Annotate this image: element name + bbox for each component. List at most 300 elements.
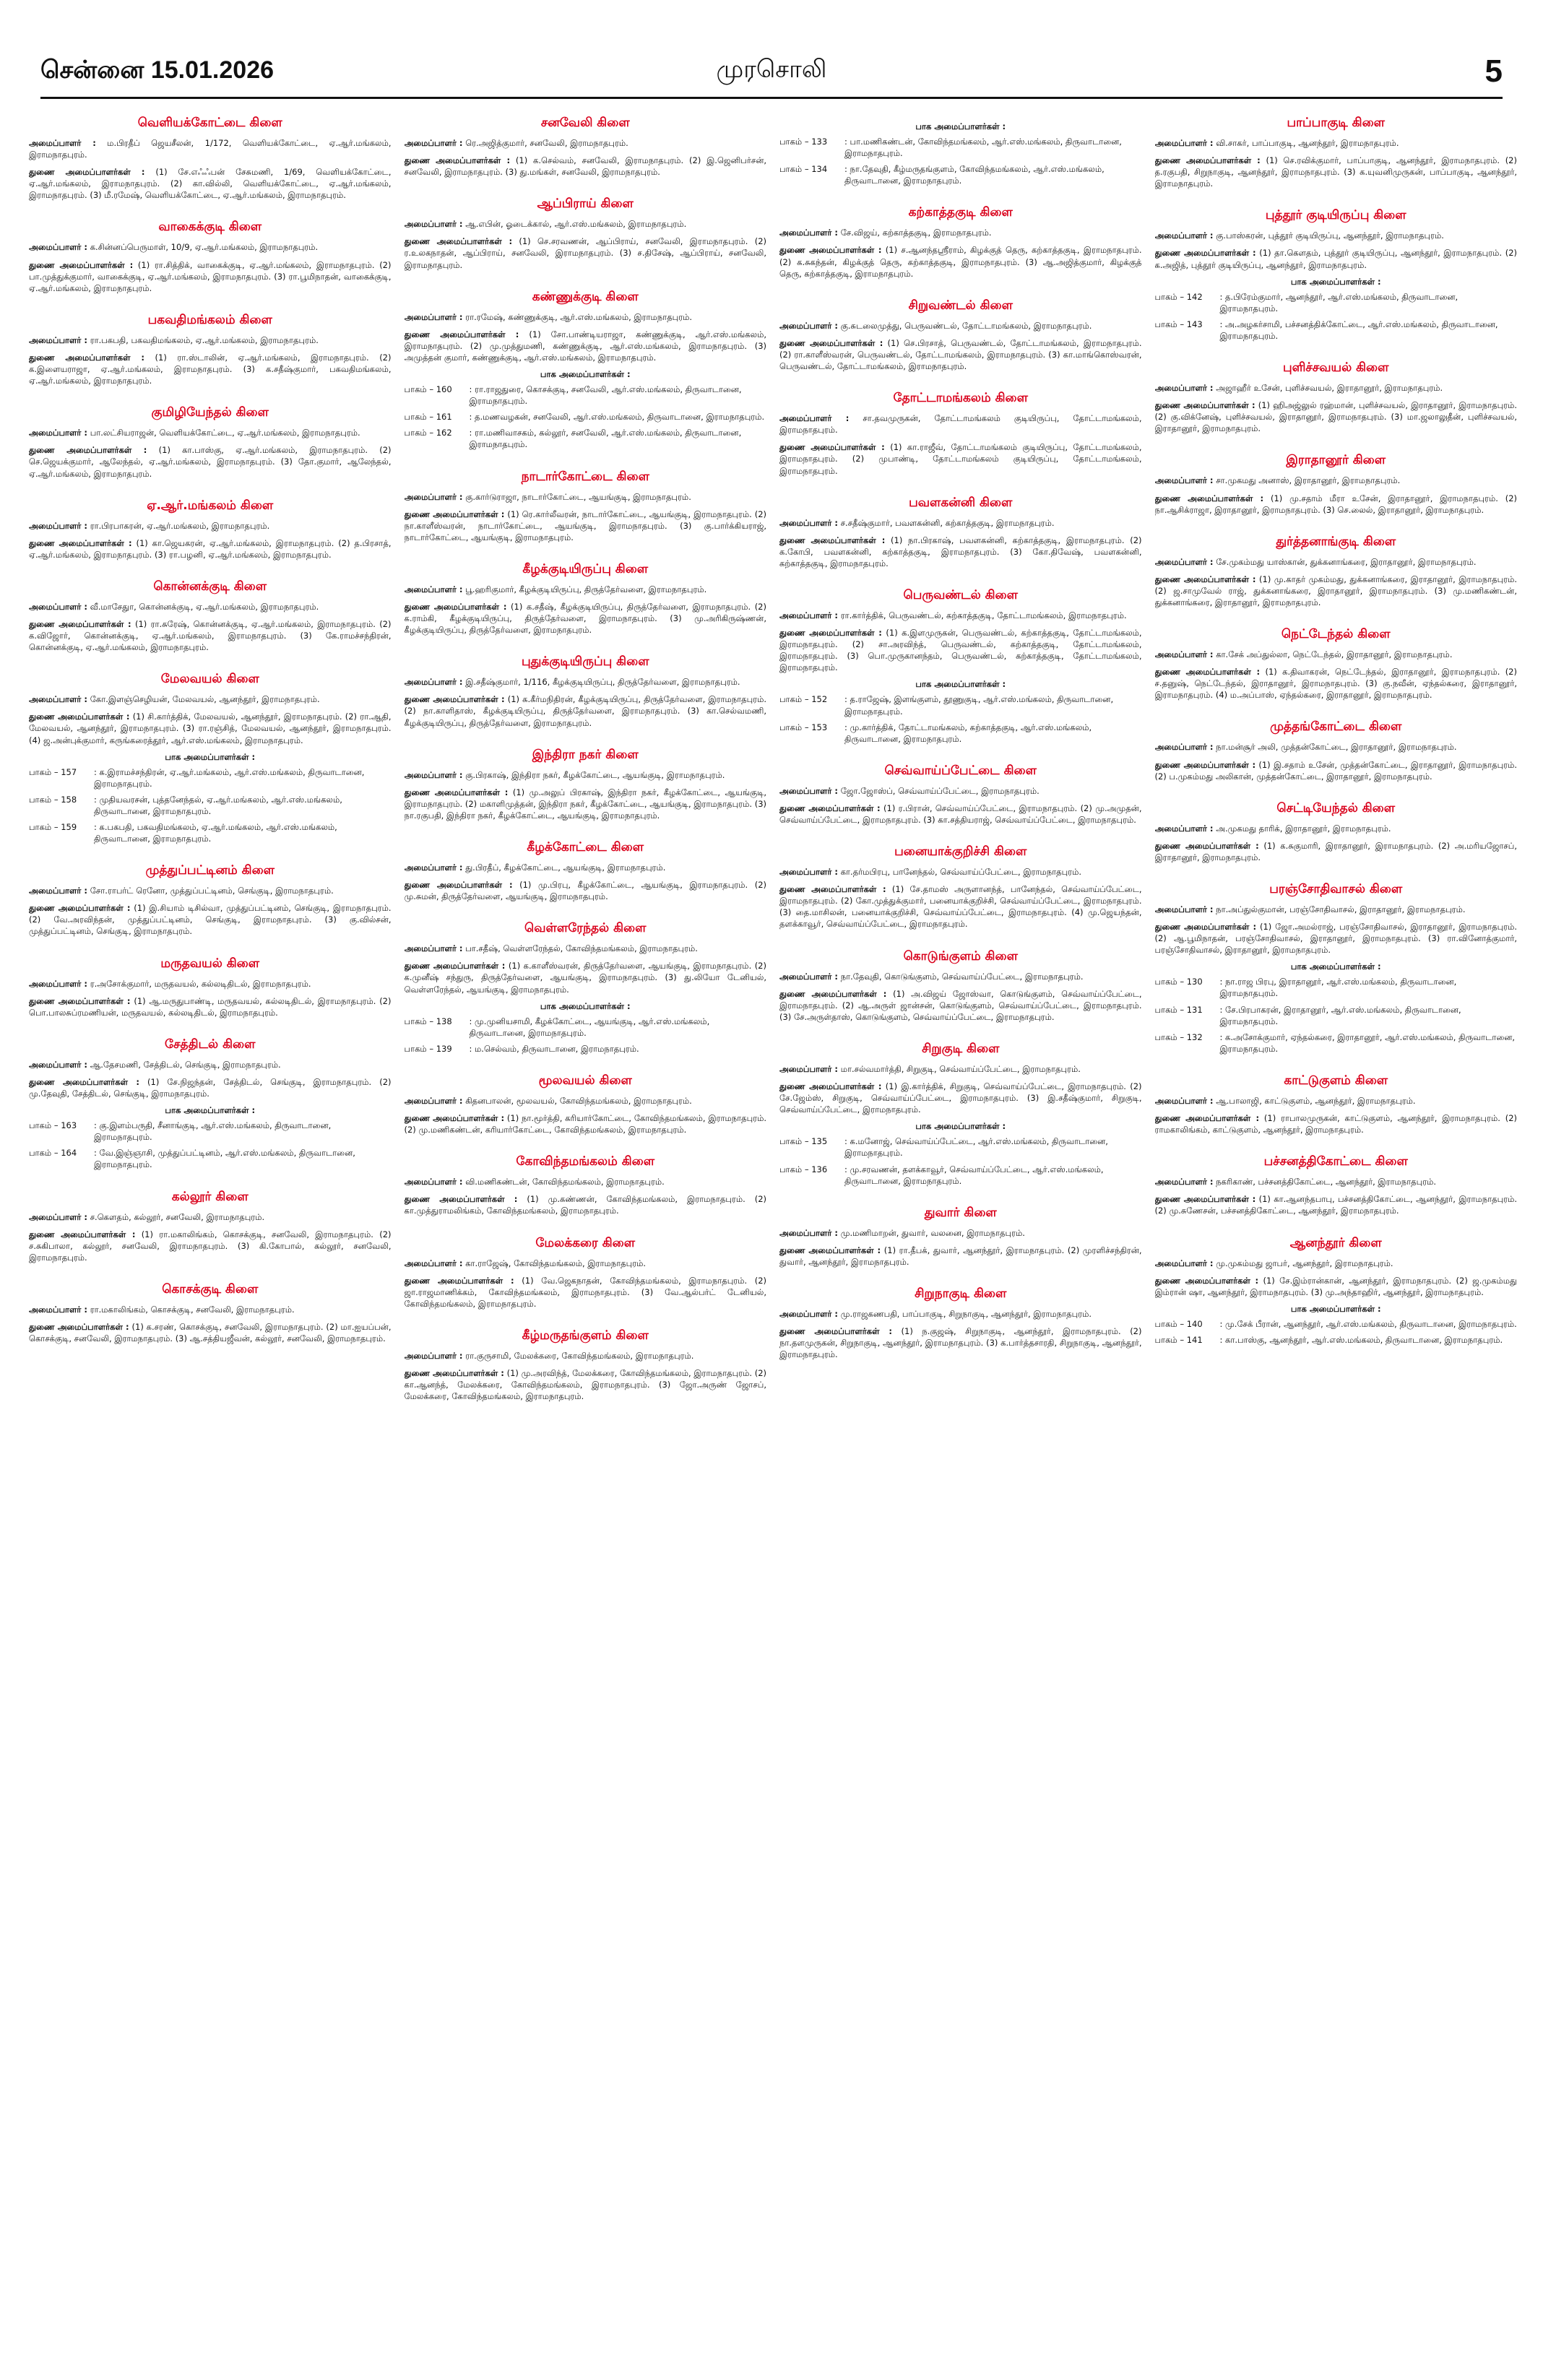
- deputy-label: துணை அமைப்பாளர்கள் :: [29, 445, 147, 456]
- branch-title: துர்த்தனாங்குடி கிளை: [1276, 534, 1396, 549]
- branch-section: [779, 1042, 1142, 1187]
- branch-section: [29, 863, 392, 937]
- organizer-label: அமைப்பாளர் :: [29, 334, 88, 345]
- organizer-entry: [29, 137, 392, 160]
- deputy-entry: [1155, 399, 1518, 434]
- booth-organizers-heading: பாக அமைப்பாளர்கள் :: [540, 369, 631, 380]
- booth-organizer: : த.ராஜேஷ், இளங்குளம், தூணுகுடி, ஆர்.எஸ்.மங்கலம், திருவாடானை, இராமநாதபுரம்.: [844, 694, 1114, 717]
- booth-organizer: : மு.சேக் பீரான், ஆனந்தூர், ஆர்.எஸ்.மங்கலம், திருவாடானை, இராமநாதபுரம்.: [1219, 1318, 1517, 1329]
- organizer-name: பூ.ஹரிகுமார், கீழக்குடியிருப்பு, திருத்தேர்வளை, இராமநாதபுரம்.: [465, 584, 707, 594]
- booth-row: [779, 693, 1142, 717]
- masthead-page-number: 5: [1484, 53, 1503, 89]
- branch-title: பகவதிமங்கலம் கிளை: [147, 312, 272, 327]
- booth-organizers-heading: பாக அமைப்பாளர்கள் :: [165, 1105, 256, 1116]
- deputy-names: (1) இ.சதாம் உசேன், முத்தன்கோட்டை, இராதானூர், இராமநாதபுரம். (2) ப.முகம்மது அலிகான், முத்தன்கோட்டை, இராதானூர், இராமநாதபுரம்.: [1154, 759, 1517, 782]
- branch-section: [779, 844, 1142, 930]
- organizer-label: அமைப்பாளர் :: [1154, 475, 1214, 486]
- organizer-name: நா.அப்துல்குமான், பரஞ்சோதிவாசல், இராதானூர், இராமநாதபுரம்.: [1216, 904, 1466, 914]
- organizer-name: மு.ராஜகணபதி, பாப்பாகுடி, சிறுநாகுடி, ஆனந்தூர், இராமநாதபுரம்.: [840, 1308, 1092, 1319]
- branch-title: கண்ணுக்குடி கிளை: [532, 289, 639, 304]
- branch-title: சிறுகுடி கிளை: [922, 1041, 1000, 1056]
- organizer-name: கிதனபாலன், மூலவயல், கோவிந்தமங்கலம், இராமநாதபுரம்.: [465, 1095, 692, 1106]
- organizer-name: சா.முகமது அனாஸ், இராதானூர், இராமநாதபுரம்.: [1216, 475, 1401, 486]
- branch-section: [29, 672, 392, 844]
- booth-organizer: : ம.செல்வம், திருவாடானை, இராமநாதபுரம்.: [469, 1043, 639, 1054]
- deputy-names: (1) ரா.மகாலிங்கம், கொசக்குடி, சனவேலி, இராமநாதபுரம். (2) ச.சுகிபாலா, கல்லூர், சனவேலி, இராமநாதபுரம். (3) கி.கோபால், கல்லூர், சனவேலி, இராமநாதபுரம்.: [29, 1229, 392, 1263]
- column-3: [779, 116, 1142, 2362]
- deputy-names: (1) சோ.பாண்டியராஜா, கண்ணுக்குடி, ஆர்.எஸ்.மங்கலம், இராமநாதபுரம். (2) மு.முத்துமணி, கண்ணுக்குடி, ஆர்.எஸ்.மங்கலம், இராமநாதபுரம். (3) அமுத்தன் குமார், கண்ணுக்குடி, ஆர்.எஸ்.மங்கலம், இராமநாதபுரம்.: [404, 329, 766, 363]
- organizer-name: ச.சதீஷ்குமார், பவளகன்னி, கற்காத்தகுடி, இராமநாதபுரம்.: [840, 517, 1055, 528]
- deputy-entry: [779, 627, 1142, 673]
- organizer-label: அமைப்பாளர் :: [779, 785, 839, 796]
- booth-organizer: : நா.ராஜ பிரபு, இராதானூர், ஆர்.எஸ்.மங்கலம், திருவாடானை, இராமநாதபுரம்.: [1219, 977, 1457, 999]
- booth-row: [405, 1043, 767, 1055]
- deputy-names: (1) ரெ.கார்லீவரன், நாடார்கோட்டை, ஆயங்குடி, இராமநாதபுரம். (2) நா.காளீஸ்வரன், நாடார்கோட்டை, ஆயங்குடி, இராமநாதபுரம். (3) கு.பார்க்கியராஜ், நாடார்கோட்டை, ஆயங்குடி, இராமநாதபுரம்.: [404, 509, 766, 542]
- booth-organizers-heading: பாக அமைப்பாளர்கள் :: [915, 679, 1006, 690]
- deputy-entry: [405, 1112, 767, 1135]
- branch-title: கீழக்கோட்டை கிளை: [527, 840, 644, 854]
- organizer-name: மு.முகம்மது ஜாபர், ஆனந்தூர், இராமநாதபுரம்.: [1216, 1258, 1393, 1268]
- organizer-entry: [1155, 137, 1518, 149]
- organizer-label: அமைப்பாளர் :: [779, 517, 839, 528]
- booth-organizer: : முதியவரசன், புத்தனேந்தல், ஏ.ஆர்.மங்கலம், ஆர்.எஸ்.மங்கலம், திருவாடானை, இராமநாதபுரம்.: [94, 794, 342, 816]
- branch-title: பரஞ்சோதிவாசல் கிளை: [1269, 882, 1403, 896]
- booth-number: பாகம் – 134: [779, 164, 828, 175]
- organizer-label: அமைப்பாளர் :: [1154, 1258, 1214, 1268]
- organizer-label: அமைப்பாளர் :: [404, 138, 463, 148]
- deputy-names: (1) கா.பாஸ்கு, ஏ.ஆர்.மங்கலம், இராமநாதபுரம். (2) செ.ஜெயக்குமார், ஆலேந்தல், ஏ.ஆர்.மங்கலம், இராமநாதபுரம். (3) தோ.குமார், ஆலேந்தல், ஏ.ஆர்.மங்கலம், இராமநாதபுரம்.: [29, 445, 392, 479]
- deputy-entry: [1155, 155, 1518, 189]
- deputy-names: (1) ரா.சுரேஷ், கொன்னக்குடி, ஏ.ஆர்.மங்கலம், இராமநாதபுரம். (2) க.விஜோர், கொன்னக்குடி, ஏ.ஆர்.மங்கலம், இராமநாதபுரம். (3) கே.ராமச்சந்திரன், கொன்னக்குடி, ஏ.ஆர்.மங்கலம், இராமநாதபுரம்.: [29, 618, 392, 653]
- deputy-entry: [779, 1245, 1142, 1268]
- deputy-entry: [405, 155, 767, 178]
- booth-row: [1155, 1031, 1518, 1055]
- booth-number: பாகம் – 161: [404, 412, 452, 423]
- deputy-label: துணை அமைப்பாளர்கள் :: [29, 1076, 139, 1087]
- booth-organizer: : க.பகபதி, பகவதிமங்கலம், ஏ.ஆர்.மங்கலம், ஆர்.எஸ்.மங்கலம், திருவாடானை, இராமநாதபுரம்.: [94, 822, 337, 844]
- deputy-entry: [1155, 666, 1518, 701]
- branch-title: கற்காத்தகுடி கிளை: [908, 205, 1013, 220]
- deputy-names: (1) இ.கார்த்திக், சிறுகுடி, செவ்வாய்ப்பேட்டை, இராமநாதபுரம். (2) சே.ஜேம்ஸ், சிறுகுடி, செவ்வாய்ப்பேட்டை, இராமநாதபுரம். (3) இ.சதீஷ்குமார், சிறுகுடி, செவ்வாய்ப்பேட்டை, இராமநாதபுரம்.: [779, 1081, 1142, 1115]
- deputy-label: துணை அமைப்பாளர்கள் :: [779, 1326, 892, 1337]
- organizer-name: ரெ.அஜித்குமார், சனவேலி, இராமநாதபுரம்.: [465, 138, 628, 148]
- booth-row: [1155, 291, 1518, 314]
- branch-section: [405, 840, 767, 902]
- organizer-name: பா.சதீஷ், வெள்ளரேந்தல், கோவிந்தமங்கலம், இராமநாதபுரம்.: [465, 943, 698, 954]
- deputy-entry: [29, 1321, 392, 1344]
- branch-section: [405, 469, 767, 543]
- deputy-label: துணை அமைப்பாளர்கள் :: [1154, 1275, 1259, 1286]
- deputy-names: (1) ஜோ.அமல்ராஜ், பரஞ்சோதிவாசல், இராதானூர், இராமநாதபுரம். (2) ஆ.பூமிநாதன், பரஞ்சோதிவாசல், இராதானூர், இராமநாதபுரம். (3) ரா.வினோத்குமார், பரஞ்சோதிவாசல், இராதானூர், இராமநாதபுரம்.: [1154, 922, 1517, 956]
- deputy-label: துணை அமைப்பாளர்கள் :: [404, 1113, 505, 1124]
- branch-title: கொடுங்குளம் கிளை: [903, 948, 1018, 964]
- booth-row: [1155, 1004, 1518, 1027]
- organizer-name: கோ.இளஞ்செழியன், மேலவயல், ஆனந்தூர், இராமநாதபுரம்.: [90, 694, 320, 705]
- deputy-names: (1) ரா.ஸ்டாலின், ஏ.ஆர்.மங்கலம், இராமநாதபுரம். (2) க.இளையராஜா, ஏ.ஆர்.மங்கலம், இராமநாதபுரம். (3) க.சதீஷ்குமார், பகவதிமங்கலம், ஏ.ஆர்.மங்கலம், இராமநாதபுரம்.: [29, 352, 392, 386]
- booth-row: [1155, 1318, 1518, 1330]
- branch-section: [29, 498, 392, 561]
- branch-title: செட்டியேந்தல் கிளை: [1276, 800, 1396, 815]
- branch-section: [405, 921, 767, 1055]
- deputy-label: துணை அமைப்பாளர்கள் :: [1154, 248, 1256, 259]
- deputy-entry: [405, 693, 767, 728]
- branch-title: பவளகன்னி கிளை: [909, 495, 1013, 510]
- booth-organizers-heading: பாக அமைப்பாளர்கள் :: [915, 1121, 1006, 1132]
- booth-number: பாகம் – 136: [779, 1164, 828, 1174]
- booth-row: [29, 766, 392, 789]
- organizer-entry: [779, 412, 1142, 436]
- branch-title: துவார் கிளை: [924, 1205, 997, 1220]
- deputy-entry: [29, 995, 392, 1018]
- organizer-name: ரா.கார்த்திக், பெருவண்டல், கற்காத்தகுடி, தோட்டாமங்கலம், இராமநாதபுரம்.: [840, 610, 1127, 620]
- branch-title: மூலவயல் கிளை: [538, 1073, 632, 1088]
- deputy-entry: [405, 601, 767, 636]
- organizer-entry: [405, 584, 767, 595]
- deputy-label: துணை அமைப்பாளர்கள் :: [404, 1367, 504, 1378]
- organizer-label: அமைப்பாளர் :: [1154, 230, 1214, 241]
- booth-row: [405, 411, 767, 423]
- deputy-entry: [779, 883, 1142, 930]
- branch-section: [405, 748, 767, 821]
- booth-number: பாகம் – 160: [404, 384, 452, 395]
- booth-organizers-heading: பாக அமைப்பாளர்கள் :: [915, 121, 1006, 131]
- organizer-entry: [1155, 741, 1518, 753]
- organizer-label: அமைப்பாளர் :: [1154, 138, 1214, 148]
- organizer-label: அமைப்பாளர் :: [779, 413, 850, 424]
- organizer-label: அமைப்பாளர் :: [779, 1063, 839, 1074]
- organizer-label: அமைப்பாளர் :: [404, 219, 463, 230]
- booth-number: பாகம் – 133: [779, 137, 828, 147]
- deputy-names: (1) க.காளீஸ்வரன், திருத்தேர்வளை, ஆயங்குடி, இராமநாதபுரம். (2) க.முனீஷ் சந்துரு, திருத்தேர்வளை, ஆயங்குடி, இராமநாதபுரம். (3) து.லியோ டேனியல், வெள்ளரேந்தல், ஆயங்குடி, இராமநாதபுரம்.: [404, 961, 766, 995]
- booth-row: [1155, 1334, 1518, 1346]
- deputy-label: துணை அமைப்பாளர்கள் :: [404, 1194, 518, 1205]
- column-4: [1155, 116, 1518, 2362]
- booth-number: பாகம் – 164: [29, 1148, 77, 1159]
- branch-title: முத்துப்பட்டினம் கிளை: [145, 863, 275, 878]
- branch-title: பச்சனத்திகோட்டை கிளை: [1263, 1154, 1408, 1169]
- organizer-label: அமைப்பாளர் :: [29, 428, 88, 438]
- deputy-names: (1) செ.ரவிக்குமார், பாப்பாகுடி, ஆனந்தூர், இராமநாதபுரம். (2) த.ரகுபதி, சிறுநாகுடி, ஆனந்தூர், இராமநாதபுரம். (3) க.யுவனிமுருகன், பாப்பாகுடி, ஆனந்தூர், இராமநாதபுரம்.: [1154, 155, 1517, 189]
- branch-title: காட்டுகுளம் கிளை: [1284, 1073, 1388, 1088]
- branch-section: [29, 220, 392, 293]
- branch-title: பனையாக்குறிச்சி கிளை: [894, 844, 1027, 860]
- organizer-label: அமைப்பாளர் :: [779, 320, 839, 331]
- deputy-names: (1) க.கீர்மநிதிரன், கீழக்குடியிருப்பு, திருத்தேர்வளை, இராமநாதபுரம். (2) நா.காளிதாஸ், கீழக்குடியிருப்பு, திருத்தேர்வளை, இராமநாதபுரம். (3) கா.செல்வமணி, கீழக்குடியிருப்பு, திருத்தேர்வளை, இராமநாதபுரம்.: [404, 694, 766, 728]
- deputy-entry: [29, 1076, 392, 1099]
- deputy-label: துணை அமைப்பாளர்கள் :: [29, 167, 145, 178]
- organizer-label: அமைப்பாளர் :: [29, 978, 88, 989]
- branch-section: [1155, 801, 1518, 863]
- booth-organizers-heading: பாக அமைப்பாளர்கள் :: [540, 1000, 631, 1011]
- deputy-names: (1) ராபாலமுருகன், காட்டுகுளம், ஆனந்தூர், இராமநாதபுரம். (2) ராமகாலிங்கம், காட்டுகுளம், ஆனந்தூர், இராமநாதபுரம்.: [1154, 1113, 1517, 1135]
- branch-section: [779, 391, 1142, 476]
- organizer-name: அஜாஹீர் உசேன், புளிச்சவயல், இராதானூர், இராமநாதபுரம்.: [1216, 383, 1443, 394]
- deputy-names: (1) நா.பிரகாஷ், பவளகன்னி, கற்காத்தகுடி, இராமநாதபுரம். (2) க.கோபி, பவளகன்னி, கற்காத்தகுடி, இராமநாதபுரம். (3) கோ.திவேஷ், பவளகன்னி, கற்காத்தகுடி, இராமநாதபுரம்.: [779, 535, 1142, 568]
- branch-title: கல்லூர் கிளை: [171, 1189, 248, 1204]
- deputy-entry: [779, 337, 1142, 372]
- branch-title: குமிழியேந்தல் கிளை: [151, 405, 269, 420]
- deputy-names: (1) சே.தாமஸ் அருளானந்த், பானேந்தல், செவ்வாய்ப்பேட்டை, இராமநாதபுரம். (2) கோ.முத்துக்குமார், பனையாக்குறிச்சி, செவ்வாய்ப்பேட்டை, இராமநாதபுரம். (3) தை.மாசிலன், பனையாக்குறிச்சி, செவ்வாய்ப்பேட்டை, இராமநாதபுரம். (4) மு.ஜெயந்தன், தளக்காவூர், செவ்வாய்ப்பேட்டை, இராமநாதபுரம்.: [779, 884, 1142, 930]
- organizer-label: அமைப்பாளர் :: [779, 228, 839, 238]
- deputy-names: (1) மு.காதர் முகம்மது, துக்கனாங்கரை, இராதானூர், இராமநாதபுரம். (2) ஜ.சாமுவேல் ராஜ், துக்கனாங்கரை, இராதானூர், இராமநாதபுரம். (3) மு.மணிகண்டன், துக்கனாங்கரை, இராதானூர், இராமநாதபுரம்.: [1154, 574, 1517, 607]
- organizer-entry: [779, 785, 1142, 797]
- branch-section: [29, 1282, 392, 1344]
- organizer-entry: [29, 1211, 392, 1223]
- deputy-entry: [29, 537, 392, 561]
- deputy-entry: [1155, 840, 1518, 863]
- organizer-name: ரா.ரமேஷ், கண்ணுக்குடி, ஆர்.எஸ்.மங்கலம், இராமநாதபுரம்.: [465, 311, 693, 322]
- branch-title: முத்தங்கோட்டை கிளை: [1270, 719, 1402, 735]
- organizer-name: சே.விஜய், கற்காத்தகுடி, இராமநாதபுரம்.: [840, 228, 992, 238]
- organizer-label: அமைப்பாளர் :: [404, 1177, 463, 1187]
- booth-number: பாகம் – 142: [1154, 291, 1203, 302]
- booth-number: பாகம் – 157: [29, 766, 77, 777]
- deputy-entry: [405, 1367, 767, 1402]
- organizer-entry: [405, 218, 767, 230]
- branch-title: சிறுநாகுடி கிளை: [915, 1286, 1007, 1301]
- deputy-names: (1) சே.நிஜந்தன், சேத்திடல், செங்குடி, இராமநாதபுரம். (2) மு.தேவுதி, சேத்திடல், செங்குடி, இராமநாதபுரம்.: [29, 1076, 392, 1099]
- booth-organizer: : மு.சரவணன், தளக்காவூர், செவ்வாய்ப்பேட்டை, ஆர்.எஸ்.மங்கலம், திருவாடானை, இராமநாதபுரம்.: [844, 1164, 1104, 1186]
- booth-row: [29, 1120, 392, 1143]
- branch-section: [405, 562, 767, 636]
- deputy-entry: [29, 902, 392, 937]
- booth-number: பாகம் – 163: [29, 1120, 77, 1131]
- deputy-names: (1) மு.அரவிந்த், மேலக்கரை, கோவிந்தமங்கலம், இராமநாதபுரம். (2) கா.ஆனந்த், மேலக்கரை, கோவிந்தமங்கலம், இராமநாதபுரம். (3) ஜோ.அருண் ஜோசப், மேலக்கரை, கோவிந்தமங்கலம், இராமநாதபுரம்.: [404, 1367, 766, 1402]
- deputy-entry: [29, 618, 392, 653]
- organizer-entry: [779, 971, 1142, 982]
- organizer-entry: [1155, 1258, 1518, 1269]
- branch-title: கொன்னக்குடி கிளை: [153, 579, 267, 594]
- booth-number: பாகம் – 131: [1154, 1004, 1203, 1015]
- organizer-name: நா.மன்சூர் அலி, முத்தன்கோட்டை, இராதானூர், இராமநாதபுரம்.: [1216, 742, 1457, 753]
- booth-row: [29, 794, 392, 817]
- booth-row: [29, 821, 392, 844]
- organizer-label: அமைப்பாளர் :: [1154, 823, 1214, 834]
- organizer-label: அமைப்பாளர் :: [779, 867, 839, 878]
- organizer-entry: [405, 311, 767, 323]
- organizer-label: அமைப்பாளர் :: [779, 971, 839, 982]
- booth-row: [779, 722, 1142, 745]
- branch-title: மருதவயல் கிளை: [160, 956, 260, 971]
- booth-number: பாகம் – 159: [29, 822, 77, 832]
- organizer-entry: [405, 1350, 767, 1362]
- branch-title: தோட்டாமங்கலம் கிளை: [893, 391, 1028, 406]
- deputy-label: துணை அமைப்பாளர்கள் :: [29, 903, 131, 914]
- organizer-label: அமைப்பாளர் :: [404, 943, 463, 954]
- deputy-names: (1) மு.பிரபு, கீழக்கோட்டை, ஆயங்குடி, இராமநாதபுரம். (2) மு.சுமன், திருத்தேர்வளை, ஆயங்குடி, இராமநாதபுரம்.: [404, 880, 766, 902]
- deputy-entry: [779, 535, 1142, 569]
- organizer-label: அமைப்பாளர் :: [1154, 383, 1214, 394]
- booth-number: பாகம் – 152: [779, 694, 828, 705]
- organizer-name: ச.கௌதம், கல்லூர், சனவேலி, இராமநாதபுரம்.: [90, 1211, 265, 1222]
- organizer-label: அமைப்பாளர் :: [404, 584, 463, 594]
- organizer-name: ரா.மகாலிங்கம், கொசக்குடி, சனவேலி, இராமநாதபுரம்.: [90, 1304, 295, 1315]
- organizer-name: ஆ.பாலாஜி, காட்டுகுளம், ஆனந்தூர், இராமநாதபுரம்.: [1216, 1095, 1416, 1106]
- branch-title: செவ்வாய்ப்பேட்டை கிளை: [884, 763, 1037, 778]
- organizer-entry: [1155, 382, 1518, 394]
- deputy-label: துணை அமைப்பாளர்கள் :: [779, 1081, 882, 1092]
- deputy-label: துணை அமைப்பாளர்கள் :: [404, 236, 513, 247]
- branch-section: [405, 1154, 767, 1216]
- organizer-name: நா.தேவுதி, கொடுங்குளம், செவ்வாய்ப்பேட்டை, இராமநாதபுரம்.: [840, 971, 1084, 982]
- deputy-names: (1) வே.ஜெகநாதன், கோவிந்தமங்கலம், இராமநாதபுரம். (2) ஜா.ராஜமாணிக்கம், கோவிந்தமங்கலம், இராமநாதபுரம். (3) வே.ஆல்பர்ட் டேனியல், கோவிந்தமங்கலம், இராமநாதபுரம்.: [404, 1275, 766, 1309]
- deputy-label: துணை அமைப்பாளர்கள் :: [29, 1229, 136, 1239]
- deputy-label: துணை அமைப்பாளர்கள் :: [404, 694, 505, 705]
- organizer-entry: [1155, 1176, 1518, 1187]
- booth-row: [405, 384, 767, 407]
- deputy-names: (1) கா.ஜெயகரன், ஏ.ஆர்.மங்கலம், இராமநாதபுரம். (2) த.பிரசாத், ஏ.ஆர்.மங்கலம், இராமநாதபுரம். (3) ரா.பழனி, ஏ.ஆர்.மங்கலம், இராமநாதபுரம்.: [29, 537, 392, 560]
- organizer-name: சே.முகம்மது யாஸ்கான், துக்கனாங்கரை, இராதானூர், இராமநாதபுரம்.: [1216, 556, 1477, 567]
- deputy-names: (1) சே.இம்ரான்கான், ஆனந்தூர், இராமநாதபுரம். (2) ஜ.முகம்மது இம்ரான் ஷா, ஆனந்தூர், இராமநாதபுரம். (3) மு.அந்தாஹிர், ஆனந்தூர், இராமநாதபுரம்.: [1154, 1275, 1517, 1297]
- booth-number: பாகம் – 143: [1154, 319, 1203, 329]
- organizer-label: அமைப்பாளர் :: [29, 1304, 88, 1315]
- branch-title: வாகைக்குடி கிளை: [158, 220, 262, 235]
- deputy-names: (1) கா.ராஜீவ், தோட்டாமங்கலம் குடியிருப்பு, தோட்டாமங்கலம், இராமநாதபுரம். (2) முபாண்டி, தோட்டாமங்கலம் குடியிருப்பு, தோட்டாமங்கலம், இராமநாதபுரம்.: [779, 442, 1142, 476]
- booth-organizer: : பா.மணிகண்டன், கோவிந்தமங்கலம், ஆர்.எஸ்.மங்கலம், திருவாடானை, இராமநாதபுரம்.: [844, 137, 1122, 159]
- deputy-label: துணை அமைப்பாளர்கள் :: [1154, 759, 1256, 770]
- branch-section: [779, 496, 1142, 569]
- branch-section: [779, 1206, 1142, 1268]
- branch-title: சேத்திடல் கிளை: [165, 1037, 256, 1052]
- branch-title: கீழ்மருதங்குளம் கிளை: [522, 1328, 649, 1343]
- organizer-name: கு.பிரகாஷ், இந்திரா நகர், கீழக்கோட்டை, ஆயங்குடி, இராமநாதபுரம்.: [465, 769, 725, 780]
- branch-title: பாப்பாகுடி கிளை: [1287, 116, 1386, 130]
- deputy-label: துணை அமைப்பாளர்கள் :: [1154, 493, 1264, 503]
- organizer-name: சா.தவமுருகன், தோட்டாமங்கலம் குடியிருப்பு, தோட்டாமங்கலம், இராமநாதபுரம்.: [779, 413, 1142, 436]
- organizer-label: அமைப்பாளர் :: [1154, 649, 1214, 660]
- organizer-entry: [1155, 823, 1518, 834]
- organizer-entry: [779, 517, 1142, 529]
- branch-section: [405, 654, 767, 728]
- organizer-entry: [29, 601, 392, 613]
- deputy-names: (1) செ.சரவணன், ஆப்பிராய், சனவேலி, இராமநாதபுரம். (2) ர.உலகநாதன், ஆப்பிராய், சனவேலி, இராமநாதபுரம். (3) ச.திசேஷ், ஆப்பிராய், சனவேலி, இராமநாதபுரம்.: [404, 236, 766, 270]
- branch-section: [1155, 535, 1518, 608]
- branch-section: [1155, 1154, 1518, 1216]
- deputy-label: துணை அமைப்பாளர்கள் :: [29, 352, 144, 363]
- deputy-names: (1) க.திவாகரன், நெட்டேந்தல், இராதானூர், இராமநாதபுரம். (2) ச.தனுஷ், நெட்டேந்தல், இராதானூர், இராமநாதபுரம். (3) கு.நவீன், ஏந்தல்கரை, இராதானூர், இராமநாதபுரம். (4) ம.அப்பாஸ், ஏந்தல்கரை, இராதானூர், இராமநாதபுரம்.: [1154, 667, 1517, 701]
- organizer-name: கு.சுடலைமுத்து, பெருவண்டல், தோட்டாமங்கலம், இராமநாதபுரம்.: [840, 320, 1092, 331]
- deputy-names: (1) ச.ஆனந்தஸ்ரீராம், கிழக்குத் தெரு, கற்காத்தகுடி, இராமநாதபுரம். (2) க.சுகந்தன், கிழக்குத் தெரு, கற்காத்தகுடி, இராமநாதபுரம். (3) ஆ.அஜித்குமார், கிழக்குத் தெரு, கற்காத்தகுடி, இராமநாதபுரம்.: [779, 245, 1142, 279]
- deputy-names: (1) ஆ.மருதுபாண்டி, மருதவயல், கல்லடிதிடல், இராமநாதபுரம். (2) பொ.பாலசுப்ரமணியன், மருதவயல், கல்லடிதிடல், இராமநாதபுரம்.: [29, 995, 392, 1018]
- deputy-names: (1) மு.அலுப் பிரகாஷ், இந்திரா நகர், கீழக்கோட்டை, ஆயங்குடி, இராமநாதபுரம். (2) மகாளிமுத்தன், இந்திரா நகர், கீழக்கோட்டை, ஆயங்குடி, இராமநாதபுரம். (3) நா.ரகுபதி, இந்திரா நகர், கீழக்கோட்டை, ஆயங்குடி, இராமநாதபுரம்.: [404, 787, 766, 821]
- deputy-names: (1) கா.ஆனந்தபாபு, பச்சனத்திகோட்டை, ஆனந்தூர், இராமநாதபுரம். (2) மு.சுணேசன், பச்சனத்திகோட்டை, ஆனந்தூர், இராமநாதபுரம்.: [1154, 1194, 1517, 1216]
- booth-number: பாகம் – 138: [404, 1016, 452, 1026]
- branch-section: [779, 588, 1142, 745]
- deputy-entry: [405, 879, 767, 902]
- organizer-name: மா.சல்வமார்த்தி, சிறுகுடி, செவ்வாய்ப்பேட்டை, இராமநாதபுரம்.: [840, 1063, 1081, 1074]
- organizer-entry: [29, 241, 392, 253]
- organizer-entry: [405, 943, 767, 954]
- organizer-entry: [405, 1258, 767, 1269]
- deputy-label: துணை அமைப்பாளர்கள் :: [29, 259, 134, 270]
- deputy-names: (1) ரா.தீபக், துவார், ஆனந்தூர், இராமநாதபுரம். (2) முரளிச்சந்திரன், துவார், ஆனந்தூர், இராமநாதபுரம்.: [779, 1245, 1142, 1267]
- branch-title: புளிச்சவயல் கிளை: [1282, 360, 1389, 376]
- booth-organizer: : த.பிரேம்குமார், ஆனந்தூர், ஆர்.எஸ்.மங்கலம், திருவாடானை, இராமநாதபுரம்.: [1219, 291, 1458, 313]
- deputy-names: (1) க.சரண், கொசக்குடி, சனவேலி, இராமநாதபுரம். (2) மா.ஐயப்பன், கொசக்குடி, சனவேலி, இராமநாதபுரம். (3) ஆ.சத்தியஜீவன், கல்லூர், சனவேலி, இராமநாதபுரம்.: [29, 1321, 392, 1344]
- organizer-name: மு.மணிமாறன், துவார், வலனை, இராமநாதபுரம்.: [840, 1227, 1025, 1238]
- deputy-names: (1) ரா.சித்திக், வாகைக்குடி, ஏ.ஆர்.மங்கலம், இராமநாதபுரம். (2) பா.முத்துக்குமார், வாகைக்குடி, ஏ.ஆர்.மங்கலம், இராமநாதபுரம். (3) ரா.பூமிநாதன், வாகைக்குடி, ஏ.ஆர்.மங்கலம், இராமநாதபுரம்.: [29, 259, 392, 293]
- booth-organizer: : ரா.மணிவாசகம், கல்லூர், சனவேலி, ஆர்.எஸ்.மங்கலம், திருவாடானை, இராமநாதபுரம்.: [469, 428, 742, 450]
- deputy-label: துணை அமைப்பாளர்கள் :: [1154, 1194, 1256, 1205]
- booth-number: பாகம் – 130: [1154, 977, 1203, 987]
- branch-section: [1155, 208, 1518, 342]
- booth-organizer: : கா.பாஸ்கு, ஆனந்தூர், ஆர்.எஸ்.மங்கலம், திருவாடானை, இராமநாதபுரம்.: [1219, 1334, 1503, 1345]
- deputy-entry: [405, 329, 767, 363]
- deputy-label: துணை அமைப்பாளர்கள் :: [404, 880, 513, 891]
- deputy-label: துணை அமைப்பாளர்கள் :: [29, 711, 130, 722]
- deputy-entry: [29, 259, 392, 294]
- deputy-label: துணை அமைப்பாளர்கள் :: [29, 1321, 129, 1332]
- organizer-entry: [29, 1304, 392, 1315]
- organizer-name: ரா.பகபதி, பகவதிமங்கலம், ஏ.ஆர்.மங்கலம், இராமநாதபுரம்.: [90, 334, 319, 345]
- branch-title: வெளியக்கோட்டை கிளை: [137, 116, 282, 130]
- branch-section: [779, 1286, 1142, 1360]
- booth-number: பாகம் – 132: [1154, 1031, 1203, 1042]
- deputy-label: துணை அமைப்பாளர்கள் :: [404, 329, 519, 339]
- deputy-names: (1) க.செல்வம், சனவேலி, இராமநாதபுரம். (2) இ.ஜெனிபர்சன், சனவேலி, இராமநாதபுரம். (3) து.மங்கள், சனவேலி, இராமநாதபுரம்.: [404, 155, 766, 178]
- organizer-label: அமைப்பாளர் :: [29, 1059, 88, 1070]
- organizer-label: அமைப்பாளர் :: [29, 694, 88, 705]
- branch-section: [29, 1037, 392, 1171]
- deputy-entry: [1155, 921, 1518, 956]
- branch-section: [405, 196, 767, 270]
- deputy-names: (1) க.இளமுருகன், பெருவண்டல், கற்காத்தகுடி, தோட்டாமங்கலம், இராமநாதபுரம். (2) சா.அரவிந்த், பெருவண்டல், கற்காத்தகுடி, தோட்டாமங்கலம், இராமநாதபுரம். (3) பொ.முருகானந்தம், பெருவண்டல், கற்காத்தகுடி, தோட்டாமங்கலம், இராமநாதபுரம்.: [779, 628, 1142, 673]
- organizer-name: கா.தர்மபிரபு, பானேந்தல், செவ்வாய்ப்பேட்டை, இராமநாதபுரம்.: [840, 867, 1082, 878]
- organizer-label: அமைப்பாளர் :: [404, 677, 463, 688]
- deputy-label: துணை அமைப்பாளர்கள் :: [29, 618, 131, 629]
- organizer-name: கு.பாஸ்கரன், புத்தூர் குடியிருப்பு, ஆனந்தூர், இராமநாதபுரம்.: [1216, 230, 1444, 241]
- organizer-name: க.சின்னப்பெருமாள், 10/9, ஏ.ஆர்.மங்கலம், இராமநாதபுரம்.: [90, 242, 319, 253]
- organizer-label: அமைப்பாளர் :: [29, 242, 88, 253]
- branch-section: [1155, 360, 1518, 434]
- deputy-label: துணை அமைப்பாளர்கள் :: [779, 337, 883, 348]
- deputy-entry: [405, 1193, 767, 1216]
- deputy-entry: [779, 1325, 1142, 1360]
- organizer-label: அமைப்பாளர் :: [1154, 742, 1214, 753]
- organizer-entry: [1155, 904, 1518, 915]
- branch-section: [405, 1328, 767, 1402]
- organizer-label: அமைப்பாளர் :: [29, 520, 88, 531]
- booth-number: பாகம் – 153: [779, 722, 828, 732]
- booth-number: பாகம் – 139: [404, 1043, 452, 1054]
- booth-organizers-heading: பாக அமைப்பாளர்கள் :: [1290, 1303, 1381, 1314]
- deputy-names: (1) செ.பிரசாத், பெருவண்டல், தோட்டாமங்கலம், இராமநாதபுரம். (2) ரா.காளீஸ்வரன், பெருவண்டல், தோட்டாமங்கலம், இராமநாதபுரம். (3) கா.மாங்கொஸ்வரன், பெருவண்டல், தோட்டாமங்கலம், இராமநாதபுரம்.: [779, 337, 1142, 372]
- organizer-label: அமைப்பாளர் :: [404, 1095, 463, 1106]
- organizer-label: அமைப்பாளர் :: [1154, 1095, 1214, 1106]
- branch-section: [405, 290, 767, 451]
- organizer-label: அமைப்பாளர் :: [779, 1308, 839, 1319]
- branch-title: நாடார்கோட்டை கிளை: [521, 469, 649, 484]
- masthead-paper-name: முரசொலி: [716, 56, 827, 83]
- organizer-label: அமைப்பாளர் :: [404, 1350, 463, 1361]
- branch-title: ஆப்பிராய் கிளை: [537, 196, 634, 212]
- branch-section: [1155, 116, 1518, 189]
- organizer-name: ர.அசோக்குமார், மருதவயல், கல்லடிதிடல், இராமநாதபுரம்.: [90, 978, 311, 989]
- organizer-entry: [405, 1176, 767, 1187]
- deputy-label: துணை அமைப்பாளர்கள் :: [404, 961, 506, 972]
- deputy-entry: [29, 711, 392, 745]
- deputy-label: துணை அமைப்பாளர்கள் :: [1154, 574, 1256, 584]
- branch-title: வெள்ளரேந்தல் கிளை: [524, 921, 647, 936]
- branch-title: ஆனந்தூர் கிளை: [1289, 1235, 1382, 1250]
- branch-title: புத்தூர் குடியிருப்பு கிளை: [1265, 208, 1406, 223]
- booth-organizers-heading: பாக அமைப்பாளர்கள் :: [1290, 961, 1381, 972]
- deputy-label: துணை அமைப்பாளர்கள் :: [1154, 667, 1261, 678]
- deputy-entry: [405, 787, 767, 821]
- deputy-label: துணை அமைப்பாளர்கள் :: [1154, 840, 1259, 851]
- branch-section: [779, 763, 1142, 826]
- branch-section: [29, 405, 392, 479]
